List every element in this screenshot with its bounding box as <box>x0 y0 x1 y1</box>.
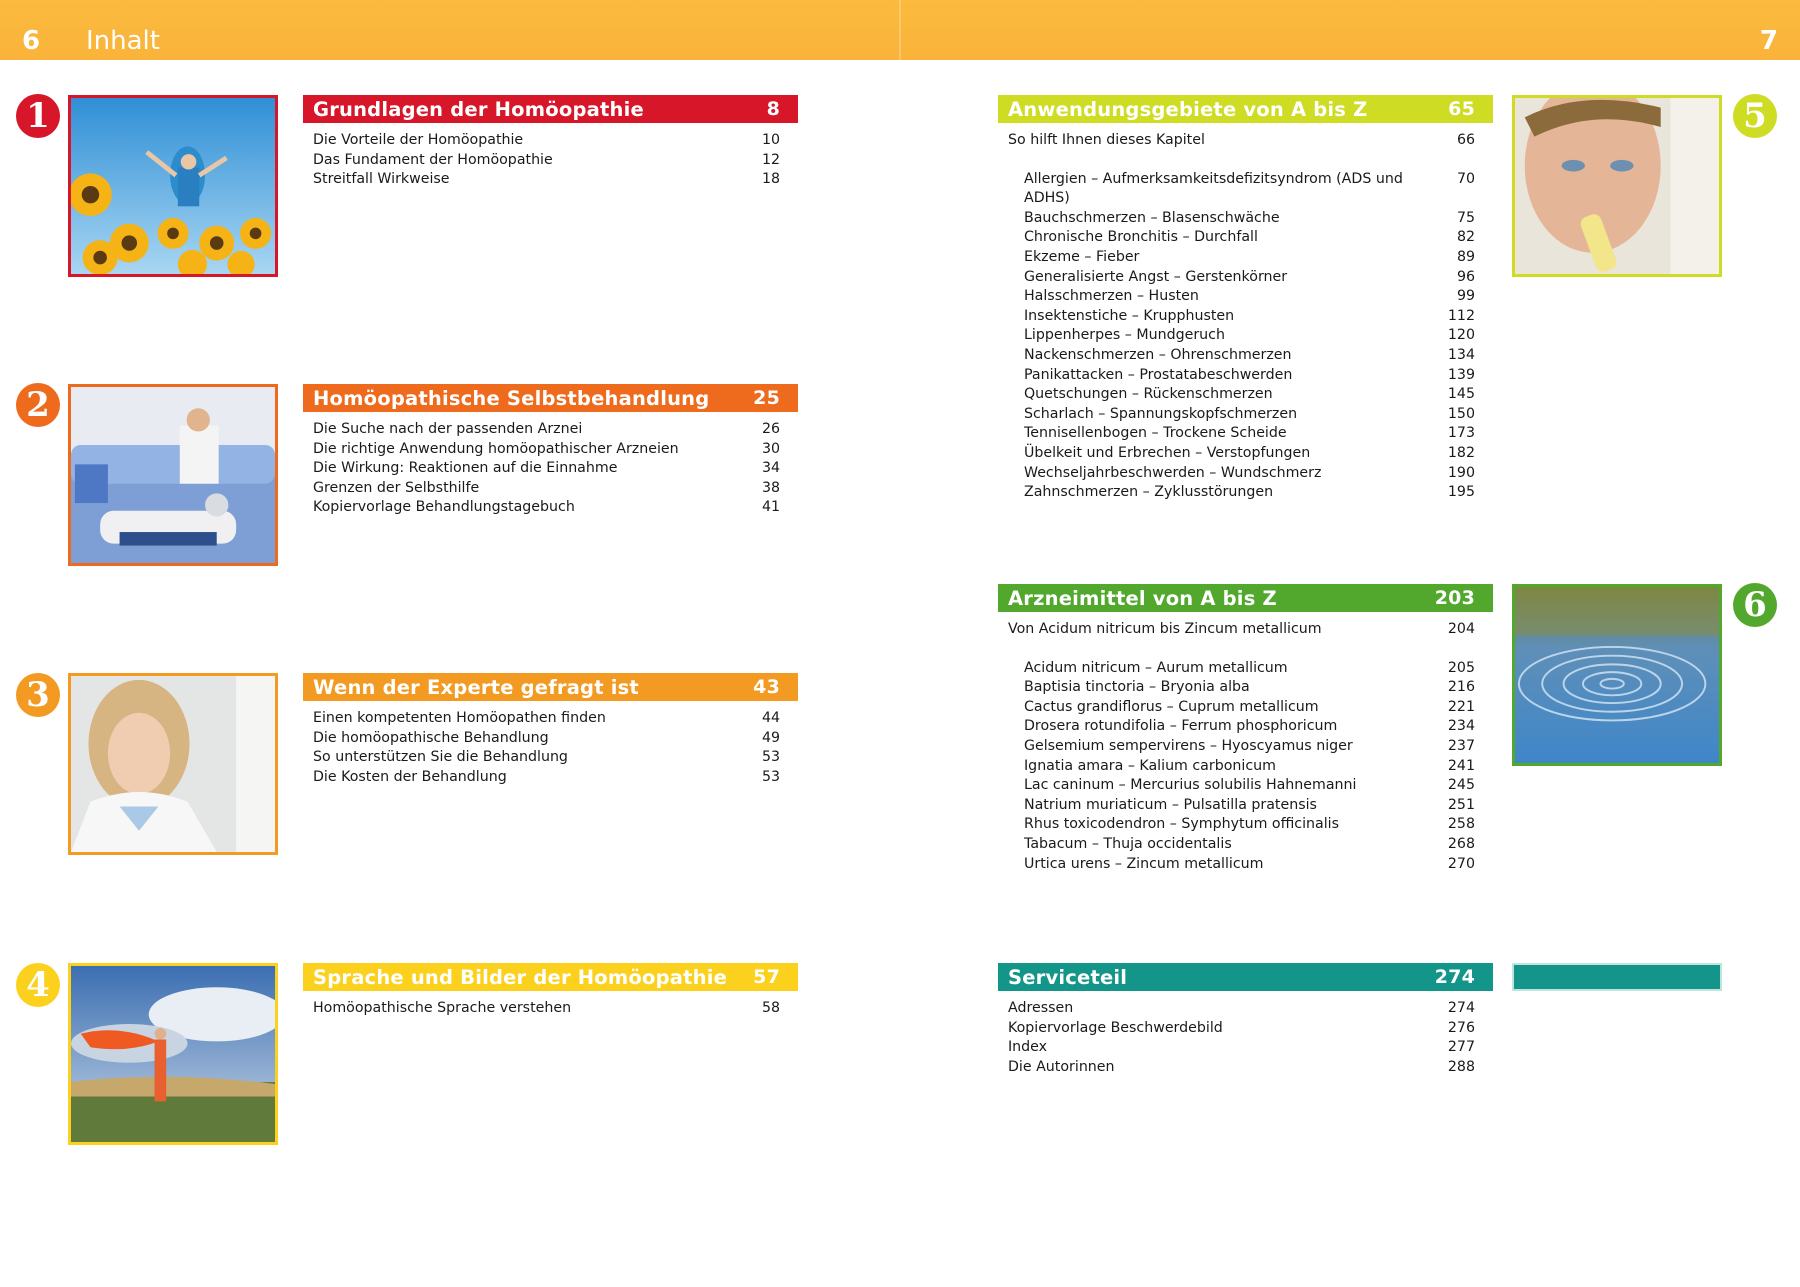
toc-entry[interactable] <box>1008 307 1475 327</box>
chapter-heading-4[interactable] <box>303 963 798 991</box>
chapter-section-3 <box>303 673 798 787</box>
toc-entry[interactable] <box>313 151 780 171</box>
entry-title: Die Vorteile der Homöopathie <box>313 132 524 148</box>
chapter-heading-2[interactable] <box>303 384 798 412</box>
toc-entry[interactable] <box>1008 366 1475 386</box>
chapter-title: Anwendungsgebiete von A bis Z <box>1008 97 1368 121</box>
chapter-photo-3 <box>68 673 278 855</box>
entry-title: Quetschungen – Rückenschmerzen <box>1024 386 1273 403</box>
chapter-title: Sprache und Bilder der Homöopathie <box>313 965 728 989</box>
entry-title: Scharlach – Spannungskopfschmerzen <box>1024 405 1298 422</box>
entry-title: Index <box>1008 1039 1048 1056</box>
entry-page: 277 <box>1447 1039 1475 1056</box>
entry-title: So hilft Ihnen dieses Kapitel <box>1008 132 1205 148</box>
right-page-number: 7 <box>1759 26 1778 56</box>
chapter-badge-3: 3 <box>16 673 60 717</box>
chapter-section-1 <box>303 95 798 190</box>
entry-title: Gelsemium sempervirens – Hyoscyamus niger <box>1024 737 1353 754</box>
toc-entry[interactable] <box>1008 855 1475 875</box>
chapter-intro <box>998 612 1493 640</box>
chapter-entries <box>303 412 798 518</box>
toc-entry[interactable] <box>313 479 780 499</box>
chapter-section-6 <box>998 584 1493 874</box>
water-ripples-photo <box>1515 587 1719 763</box>
header-bar <box>0 0 1800 60</box>
entry-page: 288 <box>1447 1058 1475 1075</box>
entry-page: 190 <box>1447 464 1475 481</box>
entry-page: 96 <box>1456 268 1475 285</box>
chapter-entries <box>303 123 798 190</box>
toc-entry[interactable] <box>313 498 780 518</box>
entry-title: Grenzen der Selbsthilfe <box>313 479 480 496</box>
chapter-photo-4 <box>68 963 278 1145</box>
entry-page: 112 <box>1447 307 1475 324</box>
entry-title: Tennisellenbogen – Trockene Scheide <box>1024 425 1287 442</box>
entry-page: 251 <box>1447 796 1475 813</box>
service-title: Serviceteil <box>1008 965 1128 989</box>
entry-page: 53 <box>761 749 780 766</box>
toc-entry[interactable] <box>1008 835 1475 855</box>
toc-entry[interactable] <box>313 748 780 768</box>
chapter-page: 65 <box>1448 98 1475 120</box>
toc-entry[interactable] <box>1008 287 1475 307</box>
entry-page: 89 <box>1456 248 1475 265</box>
entry-title: Nackenschmerzen – Ohrenschmerzen <box>1024 346 1292 363</box>
entry-title: So unterstützen Sie die Behandlung <box>313 749 568 766</box>
toc-entry[interactable] <box>1008 796 1475 816</box>
toc-entry[interactable] <box>1008 1019 1475 1039</box>
toc-entry[interactable] <box>1008 999 1475 1019</box>
chapter-title: Homöopathische Selbstbehandlung <box>313 386 710 410</box>
entry-page: 120 <box>1447 327 1475 344</box>
chapter-photo-1 <box>68 95 278 277</box>
entry-page: 241 <box>1447 757 1475 774</box>
entry-page: 34 <box>761 460 780 477</box>
entry-page: 10 <box>761 132 780 148</box>
entry-title: Acidum nitricum – Aurum metallicum <box>1024 659 1288 676</box>
entry-title: Bauchschmerzen – Blasenschwäche <box>1024 209 1280 226</box>
entry-page: 216 <box>1447 679 1475 696</box>
toc-entry[interactable] <box>1008 678 1475 698</box>
entry-page: 41 <box>761 499 780 516</box>
spacer <box>998 151 1493 170</box>
chapter-section-5 <box>998 95 1493 503</box>
toc-entry[interactable] <box>313 999 780 1019</box>
toc-entry[interactable] <box>313 131 780 151</box>
entry-page: 53 <box>761 768 780 785</box>
entry-title: Die Wirkung: Reaktionen auf die Einnahme <box>313 460 618 477</box>
toc-entry[interactable] <box>1008 815 1475 835</box>
chapter-title: Grundlagen der Homöopathie <box>313 97 644 121</box>
left-page-number: 6 <box>22 26 41 56</box>
entry-page: 234 <box>1447 718 1475 735</box>
entry-page: 276 <box>1447 1019 1475 1036</box>
chapter-heading-3[interactable] <box>303 673 798 701</box>
toc-entry[interactable] <box>1008 483 1475 503</box>
entry-page: 58 <box>761 1000 780 1016</box>
toc-entry[interactable] <box>1008 268 1475 288</box>
chapter-entries <box>998 170 1493 503</box>
chapter-photo-2 <box>68 384 278 566</box>
chapter-badge-5: 5 <box>1733 94 1777 138</box>
entry-page: 221 <box>1447 698 1475 715</box>
toc-entry[interactable] <box>1008 698 1475 718</box>
toc-entry[interactable] <box>1008 346 1475 366</box>
entry-title: Allergien – Aufmerksamkeitsdefizitsyndrom (ADS und ADHS) <box>1024 170 1403 207</box>
entry-page: 18 <box>761 171 780 188</box>
service-color-bar <box>1512 963 1722 991</box>
entry-title: Von Acidum nitricum bis Zincum metallicum <box>1008 621 1322 637</box>
chapter-heading-1[interactable] <box>303 95 798 123</box>
service-entries <box>998 991 1493 1077</box>
entry-title: Drosera rotundifolia – Ferrum phosphoricum <box>1024 718 1338 735</box>
entry-title: Homöopathische Sprache verstehen <box>313 1000 572 1016</box>
toc-entry[interactable] <box>1008 776 1475 796</box>
woman-with-scarf-in-field-photo <box>71 966 275 1142</box>
entry-title: Lac caninum – Mercurius solubilis Hahnemanni <box>1024 777 1357 794</box>
entry-page: 26 <box>761 421 780 437</box>
entry-page: 70 <box>1456 170 1475 187</box>
chapter-title: Arzneimittel von A bis Z <box>1008 586 1277 610</box>
chapter-page: 25 <box>753 387 780 409</box>
entry-title: Die Kosten der Behandlung <box>313 768 507 785</box>
entry-title: Die richtige Anwendung homöopathischer Arzneien <box>313 440 679 457</box>
entry-page: 237 <box>1447 737 1475 754</box>
chapter-badge-2: 2 <box>16 383 60 427</box>
entry-page: 99 <box>1456 288 1475 305</box>
entry-title: Urtica urens – Zincum metallicum <box>1024 855 1264 872</box>
chapter-badge-4: 4 <box>16 963 60 1007</box>
toc-entry[interactable] <box>313 709 780 729</box>
entry-title: Panikattacken – Prostatabeschwerden <box>1024 366 1293 383</box>
entry-title: Chronische Bronchitis – Durchfall <box>1024 229 1258 246</box>
entry-title: Ignatia amara – Kalium carbonicum <box>1024 757 1276 774</box>
entry-page: 145 <box>1447 386 1475 403</box>
entry-title: Ekzeme – Fieber <box>1024 248 1140 265</box>
entry-page: 173 <box>1447 425 1475 442</box>
man-with-thermometer-photo <box>1515 98 1719 274</box>
chapter-entries <box>998 659 1493 875</box>
sunflower-field-photo <box>71 98 275 274</box>
entry-title: Tabacum – Thuja occidentalis <box>1024 835 1232 852</box>
chapter-section-2 <box>303 384 798 518</box>
entry-page: 66 <box>1456 132 1475 148</box>
entry-page: 195 <box>1447 484 1475 501</box>
toc-entry[interactable] <box>1008 385 1475 405</box>
entry-title: Einen kompetenten Homöopathen finden <box>313 710 606 726</box>
entry-title: Streitfall Wirkweise <box>313 171 450 188</box>
toc-entry[interactable] <box>313 729 780 749</box>
page-gutter <box>899 0 901 60</box>
chapter-entries <box>303 991 798 1019</box>
toc-entry[interactable] <box>1008 228 1475 248</box>
couple-on-sofa-photo <box>71 387 275 563</box>
entry-title: Kopiervorlage Beschwerdebild <box>1008 1019 1223 1036</box>
toc-entry[interactable] <box>1008 131 1475 151</box>
service-heading[interactable] <box>998 963 1493 991</box>
entry-page: 134 <box>1447 346 1475 363</box>
toc-entry[interactable] <box>313 170 780 190</box>
toc-entry[interactable] <box>1008 620 1475 640</box>
service-page: 274 <box>1434 966 1475 988</box>
entry-title: Übelkeit und Erbrechen – Verstopfungen <box>1024 444 1311 461</box>
entry-title: Insektenstiche – Krupphusten <box>1024 307 1235 324</box>
entry-title: Rhus toxicodendron – Symphytum officinalis <box>1024 816 1340 833</box>
chapter-section-4 <box>303 963 798 1019</box>
entry-page: 268 <box>1447 835 1475 852</box>
toc-entry[interactable] <box>1008 737 1475 757</box>
chapter-title: Wenn der Experte gefragt ist <box>313 675 639 699</box>
entry-page: 182 <box>1447 444 1475 461</box>
chapter-page: 57 <box>753 966 780 988</box>
entry-title: Cactus grandiflorus – Cuprum metallicum <box>1024 698 1319 715</box>
entry-title: Generalisierte Angst – Gerstenkörner <box>1024 268 1288 285</box>
toc-entry[interactable] <box>1008 717 1475 737</box>
entry-title: Zahnschmerzen – Zyklusstörungen <box>1024 484 1274 501</box>
toc-entry[interactable] <box>1008 248 1475 268</box>
entry-page: 274 <box>1447 1000 1475 1016</box>
chapter-heading-5[interactable] <box>998 95 1493 123</box>
toc-entry[interactable] <box>1008 424 1475 444</box>
toc-entry[interactable] <box>1008 170 1475 209</box>
entry-page: 270 <box>1447 855 1475 872</box>
page-title: Inhalt <box>86 26 160 56</box>
entry-page: 245 <box>1447 777 1475 794</box>
entry-title: Wechseljahrbeschwerden – Wundschmerz <box>1024 464 1322 481</box>
entry-title: Natrium muriaticum – Pulsatilla pratensis <box>1024 796 1317 813</box>
toc-entry[interactable] <box>1008 1058 1475 1078</box>
chapter-photo-6 <box>1512 584 1722 766</box>
chapter-badge-1: 1 <box>16 94 60 138</box>
toc-entry[interactable] <box>313 768 780 788</box>
entry-page: 205 <box>1447 659 1475 676</box>
entry-title: Das Fundament der Homöopathie <box>313 151 553 168</box>
entry-page: 12 <box>761 151 780 168</box>
service-section <box>998 963 1493 1077</box>
chapter-entries <box>303 701 798 787</box>
entry-page: 75 <box>1456 209 1475 226</box>
entry-title: Adressen <box>1008 1000 1074 1016</box>
toc-entry[interactable] <box>1008 209 1475 229</box>
chapter-page: 8 <box>766 98 780 120</box>
chapter-intro <box>998 123 1493 151</box>
entry-title: Baptisia tinctoria – Bryonia alba <box>1024 679 1250 696</box>
toc-entry[interactable] <box>313 420 780 440</box>
chapter-page: 203 <box>1434 587 1475 609</box>
toc-entry[interactable] <box>1008 326 1475 346</box>
entry-page: 139 <box>1447 366 1475 383</box>
entry-title: Die homöopathische Behandlung <box>313 729 549 746</box>
entry-title: Kopiervorlage Behandlungstagebuch <box>313 499 575 516</box>
entry-page: 38 <box>761 479 780 496</box>
entry-page: 30 <box>761 440 780 457</box>
spacer <box>998 640 1493 659</box>
toc-entry[interactable] <box>1008 659 1475 679</box>
toc-entry[interactable] <box>1008 1038 1475 1058</box>
entry-title: Die Autorinnen <box>1008 1058 1115 1075</box>
entry-page: 49 <box>761 729 780 746</box>
chapter-heading-6[interactable] <box>998 584 1493 612</box>
entry-title: Die Suche nach der passenden Arznei <box>313 421 583 437</box>
entry-page: 258 <box>1447 816 1475 833</box>
chapter-photo-5 <box>1512 95 1722 277</box>
entry-page: 150 <box>1447 405 1475 422</box>
toc-entry[interactable] <box>1008 444 1475 464</box>
chapter-page: 43 <box>753 676 780 698</box>
entry-page: 82 <box>1456 229 1475 246</box>
entry-page: 204 <box>1447 621 1475 637</box>
toc-entry[interactable] <box>1008 405 1475 425</box>
toc-entry[interactable] <box>313 440 780 460</box>
entry-title: Halsschmerzen – Husten <box>1024 288 1199 305</box>
toc-entry[interactable] <box>1008 757 1475 777</box>
doctor-portrait-photo <box>71 676 275 852</box>
entry-title: Lippenherpes – Mundgeruch <box>1024 327 1225 344</box>
toc-entry[interactable] <box>313 459 780 479</box>
toc-entry[interactable] <box>1008 464 1475 484</box>
chapter-badge-6: 6 <box>1733 583 1777 627</box>
entry-page: 44 <box>761 710 780 726</box>
